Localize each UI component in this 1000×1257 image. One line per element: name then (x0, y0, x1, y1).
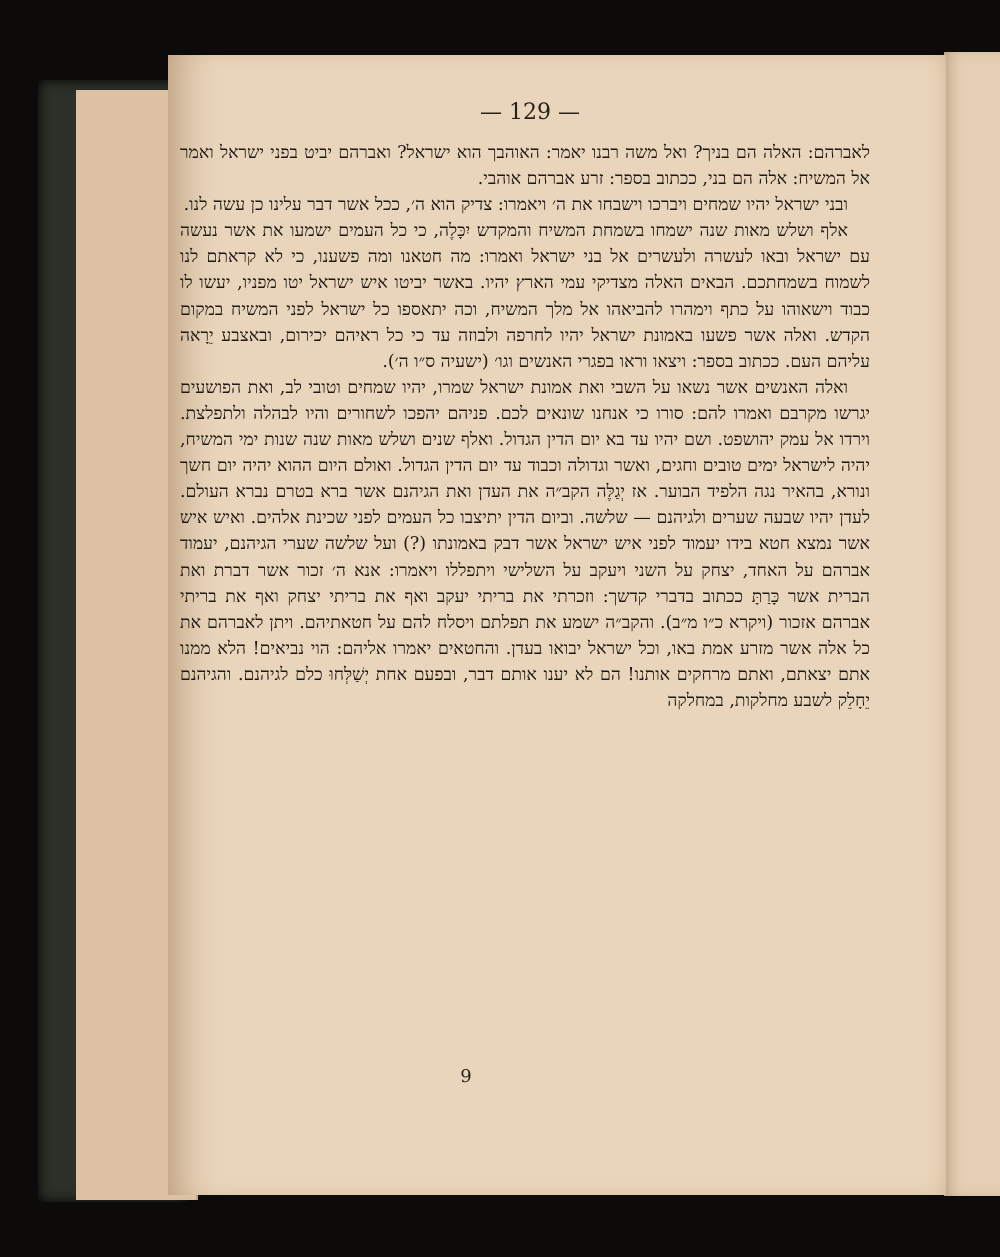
page-text (180, 140, 870, 714)
signature-mark: 9 (460, 1066, 472, 1087)
page-number: — 129 — (480, 100, 580, 125)
paragraph-4: ואלה האנשים אשר נשאו על השבי ואת אמונת ישראל שמרו, יהיו שמחים וטובי לב, ואת הפושעים יגרשו מקרבם ואמרו להם: סורו כי אנחנו שונאים לכם. פניהם יהפכו לשחורים והיו לבהלה ולתפלצת. וירדו אל עמק יהושפט. ושם יהיו עד בא יום הדין הגדול. ואלף שנים ושלש מאות שנה שנות ימי המשיח, יהיה לישראל ימים טובים וחגים, ואשר וגדולה וכבוד עד יום הדין הגדול. ואולם היום ההוא יהיה יום חשך ונורא, בהאיר נגה הלפיד הבוער. אז יְגַלֶּה הקב״ה את העדן ואת הגיהנם אשר ברא בטרם נברא העולם. לעדן יהיו שבעה שערים ולגיהנם — שלשה. וביום הדין יתיצבו כל העמים לפני שכינת אלהים. ואיש איש אשר נמצא חטא בידו יעמוד לפני איש ישראל אשר דבק באמונתו (?) ועל שלשה שערי הגיהנם, יעמוד אברהם על האחד, יצחק על השני ויעקב על השלישי ויתפללו ויאמרו: אנא ה׳ זכור אשר דברת ואת הברית אשר כָּרַתָּ ככתוב בדברי קדשך: וזכרתי את בריתי יעקב ואף את בריתי יצחק ואף את בריתי אברהם אזכור (ויקרא כ״ו מ״ב). והקב״ה ישמע את תפלתם ויסלח להם על חטאתיהם. ויתן לאברהם את כל אלה אשר מזרע אמת באו, וכל ישראל יבואו בעדן. והחטאים יאמרו אליהם: הוי נביאים! הלא ממנו אתם יצאתם, ואתם מרחקים אותנו! הם לא יענו אותם דבר, ובפעם אחת יְשַׁלְּחוּ כלם לגיהנם. והגיהנם יֵחָלֵק לשבע מחלקות, במחלקה (180, 377, 870, 711)
paragraph-2: ובני ישראל יהיו שמחים ויברכו וישבחו את ה׳ ויאמרו: צדיק הוא ה׳, ככל אשר דבר עלינו כן עשה לנו. (183, 195, 848, 216)
paragraph-3: אלף ושלש מאות שנה ישמחו בשמחת המשיח והמקדש יִכָּלֶה, כי כל העמים ישמעו את אשר נעשה עם ישראל ובאו לעשרה ולעשרים אל בני ישראל ואמרו: מה חטאנו ומה פשענו, כי לא קראתם לנו לשמוח בשמחתכם. הבאים האלה מצדיקי עמי הארץ יהיו. באשר יביטו איש ישראל יטו מפניו, יעשו לו כבוד וישאוהו על כתף וימהרו להביאהו אל מלך המשיח, וכה יתאספו כל ישראל לפני המשיח במקום הקדש. ואלה אשר פשעו באמונת ישראל יהיו לחרפה ולבוזה עד כי כל ראיהם יכירום, ובאצבע יֵרָאה עליהם העם. ככתוב בספר: ויצאו וראו בפגרי האנשים וגו׳ (ישעיה ס״ו ה׳). (180, 221, 870, 372)
facing-page-edge (944, 52, 1000, 1196)
paragraph-1: לאברהם: האלה הם בניך? ואל משה רבנו יאמר: האוהבך הוא ישראל? ואברהם יביט בפני ישראל ואמר אל המשיח: אלה הם בני, ככתוב בספר: זרע אברהם אוהבי. (180, 143, 870, 190)
